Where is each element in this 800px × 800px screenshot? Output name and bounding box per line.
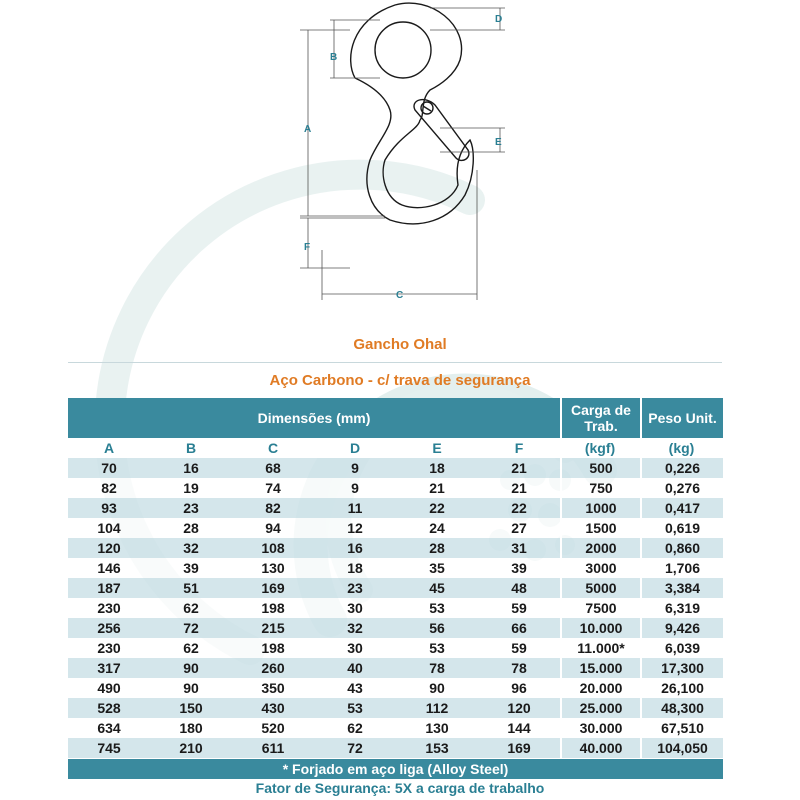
table-cell: 53 — [396, 638, 478, 658]
table-cell: 187 — [68, 578, 150, 598]
table-row — [68, 498, 723, 518]
table-cell: 62 — [150, 598, 232, 618]
table-cell: 18 — [396, 458, 478, 478]
table-cell: 66 — [478, 618, 560, 638]
hook-diagram — [290, 0, 520, 305]
table-cell: 3000 — [560, 558, 640, 578]
table-cell: 750 — [560, 478, 640, 498]
table-cell: 1,706 — [640, 558, 723, 578]
table-cell: 9 — [314, 458, 396, 478]
table-cell: 7500 — [560, 598, 640, 618]
table-cell: 16 — [150, 458, 232, 478]
table-cell: 59 — [478, 598, 560, 618]
table-cell: 18 — [314, 558, 396, 578]
table-cell: 51 — [150, 578, 232, 598]
table-cell: 74 — [232, 478, 314, 498]
table-cell: 130 — [232, 558, 314, 578]
table-cell: 153 — [396, 738, 478, 758]
col-header-d: D — [314, 438, 396, 458]
table-cell: 30 — [314, 638, 396, 658]
col-header-kg: (kg) — [640, 438, 723, 458]
load-header: Carga de Trab. — [560, 398, 640, 438]
table-cell: 48 — [478, 578, 560, 598]
table-cell: 108 — [232, 538, 314, 558]
table-row — [68, 538, 723, 558]
table-cell: 0,619 — [640, 518, 723, 538]
table-cell: 28 — [150, 518, 232, 538]
table-row — [68, 558, 723, 578]
table-cell: 30 — [314, 598, 396, 618]
table-cell: 144 — [478, 718, 560, 738]
table-cell: 230 — [68, 598, 150, 618]
divider — [68, 362, 722, 363]
table-cell: 11.000* — [560, 638, 640, 658]
table-cell: 39 — [478, 558, 560, 578]
table-cell: 15.000 — [560, 658, 640, 678]
table-cell: 120 — [478, 698, 560, 718]
table-cell: 78 — [396, 658, 478, 678]
table-cell: 35 — [396, 558, 478, 578]
table-cell: 0,417 — [640, 498, 723, 518]
column-letters-row — [68, 438, 723, 458]
table-cell: 21 — [478, 458, 560, 478]
table-cell: 6,039 — [640, 638, 723, 658]
weight-header: Peso Unit. — [640, 398, 723, 438]
table-cell: 11 — [314, 498, 396, 518]
table-cell: 27 — [478, 518, 560, 538]
footnote-bar: * Forjado em aço liga (Alloy Steel) — [68, 759, 723, 779]
table-cell: 3,384 — [640, 578, 723, 598]
table-row — [68, 578, 723, 598]
table-cell: 22 — [396, 498, 478, 518]
hook-eye-outer — [351, 3, 462, 120]
table-row — [68, 518, 723, 538]
table-cell: 90 — [396, 678, 478, 698]
table-row — [68, 478, 723, 498]
table-cell: 21 — [478, 478, 560, 498]
dim-label-b: B — [330, 52, 338, 63]
col-header-c: C — [232, 438, 314, 458]
table-cell: 611 — [232, 738, 314, 758]
table-cell: 130 — [396, 718, 478, 738]
table-row — [68, 658, 723, 678]
safety-factor-note: Fator de Segurança: 5X a carga de trabalho — [255, 780, 545, 796]
table-cell: 169 — [478, 738, 560, 758]
table-cell: 520 — [232, 718, 314, 738]
table-cell: 16 — [314, 538, 396, 558]
page-title: Gancho Ohal — [353, 336, 447, 353]
table-cell: 2000 — [560, 538, 640, 558]
table-cell: 210 — [150, 738, 232, 758]
spec-table — [68, 398, 723, 758]
table-cell: 104,050 — [640, 738, 723, 758]
table-body — [68, 458, 723, 758]
table-cell: 169 — [232, 578, 314, 598]
table-cell: 198 — [232, 638, 314, 658]
dim-label-c: C — [396, 290, 404, 301]
table-cell: 120 — [68, 538, 150, 558]
table-cell: 198 — [232, 598, 314, 618]
table-cell: 26,100 — [640, 678, 723, 698]
table-cell: 93 — [68, 498, 150, 518]
table-cell: 31 — [478, 538, 560, 558]
col-header-b: B — [150, 438, 232, 458]
table-cell: 23 — [314, 578, 396, 598]
hook-body — [355, 78, 473, 224]
table-cell: 180 — [150, 718, 232, 738]
table-cell: 24 — [396, 518, 478, 538]
table-cell: 39 — [150, 558, 232, 578]
table-cell: 260 — [232, 658, 314, 678]
table-cell: 72 — [150, 618, 232, 638]
dim-label-e: E — [495, 137, 502, 148]
table-cell: 40.000 — [560, 738, 640, 758]
table-cell: 9 — [314, 478, 396, 498]
table-cell: 104 — [68, 518, 150, 538]
table-cell: 62 — [314, 718, 396, 738]
table-cell: 25.000 — [560, 698, 640, 718]
dim-label-f: F — [304, 242, 311, 253]
table-row — [68, 678, 723, 698]
table-cell: 430 — [232, 698, 314, 718]
table-cell: 30.000 — [560, 718, 640, 738]
table-cell: 350 — [232, 678, 314, 698]
table-cell: 5000 — [560, 578, 640, 598]
table-cell: 22 — [478, 498, 560, 518]
table-cell: 150 — [150, 698, 232, 718]
table-cell: 53 — [314, 698, 396, 718]
table-cell: 9,426 — [640, 618, 723, 638]
table-cell: 490 — [68, 678, 150, 698]
col-header-a: A — [68, 438, 150, 458]
table-cell: 0,860 — [640, 538, 723, 558]
table-row — [68, 618, 723, 638]
table-cell: 48,300 — [640, 698, 723, 718]
col-header-f: F — [478, 438, 560, 458]
table-cell: 32 — [150, 538, 232, 558]
table-cell: 528 — [68, 698, 150, 718]
table-row — [68, 738, 723, 758]
table-row — [68, 598, 723, 618]
col-header-kgf: (kgf) — [560, 438, 640, 458]
table-cell: 230 — [68, 638, 150, 658]
table-cell: 90 — [150, 658, 232, 678]
table-cell: 500 — [560, 458, 640, 478]
dim-label-d: D — [495, 14, 503, 25]
table-cell: 0,276 — [640, 478, 723, 498]
table-cell: 68 — [232, 458, 314, 478]
table-cell: 67,510 — [640, 718, 723, 738]
table-cell: 745 — [68, 738, 150, 758]
table-cell: 1000 — [560, 498, 640, 518]
table-cell: 72 — [314, 738, 396, 758]
table-cell: 20.000 — [560, 678, 640, 698]
table-cell: 256 — [68, 618, 150, 638]
table-cell: 23 — [150, 498, 232, 518]
table-cell: 40 — [314, 658, 396, 678]
table-cell: 1500 — [560, 518, 640, 538]
table-cell: 43 — [314, 678, 396, 698]
table-cell: 82 — [68, 478, 150, 498]
table-cell: 146 — [68, 558, 150, 578]
table-cell: 12 — [314, 518, 396, 538]
table-cell: 6,319 — [640, 598, 723, 618]
table-cell: 70 — [68, 458, 150, 478]
table-cell: 0,226 — [640, 458, 723, 478]
table-cell: 82 — [232, 498, 314, 518]
table-cell: 10.000 — [560, 618, 640, 638]
dimensions-header: Dimensões (mm) — [68, 398, 560, 438]
table-cell: 32 — [314, 618, 396, 638]
table-cell: 17,300 — [640, 658, 723, 678]
table-cell: 112 — [396, 698, 478, 718]
table-cell: 317 — [68, 658, 150, 678]
table-cell: 634 — [68, 718, 150, 738]
table-cell: 45 — [396, 578, 478, 598]
table-cell: 94 — [232, 518, 314, 538]
table-row — [68, 718, 723, 738]
table-cell: 53 — [396, 598, 478, 618]
table-cell: 62 — [150, 638, 232, 658]
table-row — [68, 638, 723, 658]
table-cell: 78 — [478, 658, 560, 678]
col-header-e: E — [396, 438, 478, 458]
page-subtitle: Aço Carbono - c/ trava de segurança — [269, 372, 531, 389]
hook-eye-inner — [375, 22, 431, 78]
table-cell: 56 — [396, 618, 478, 638]
table-row — [68, 698, 723, 718]
table-cell: 28 — [396, 538, 478, 558]
table-cell: 90 — [150, 678, 232, 698]
table-row — [68, 458, 723, 478]
table-cell: 21 — [396, 478, 478, 498]
table-cell: 215 — [232, 618, 314, 638]
table-cell: 96 — [478, 678, 560, 698]
dim-label-a: A — [304, 124, 312, 135]
table-cell: 19 — [150, 478, 232, 498]
table-cell: 59 — [478, 638, 560, 658]
